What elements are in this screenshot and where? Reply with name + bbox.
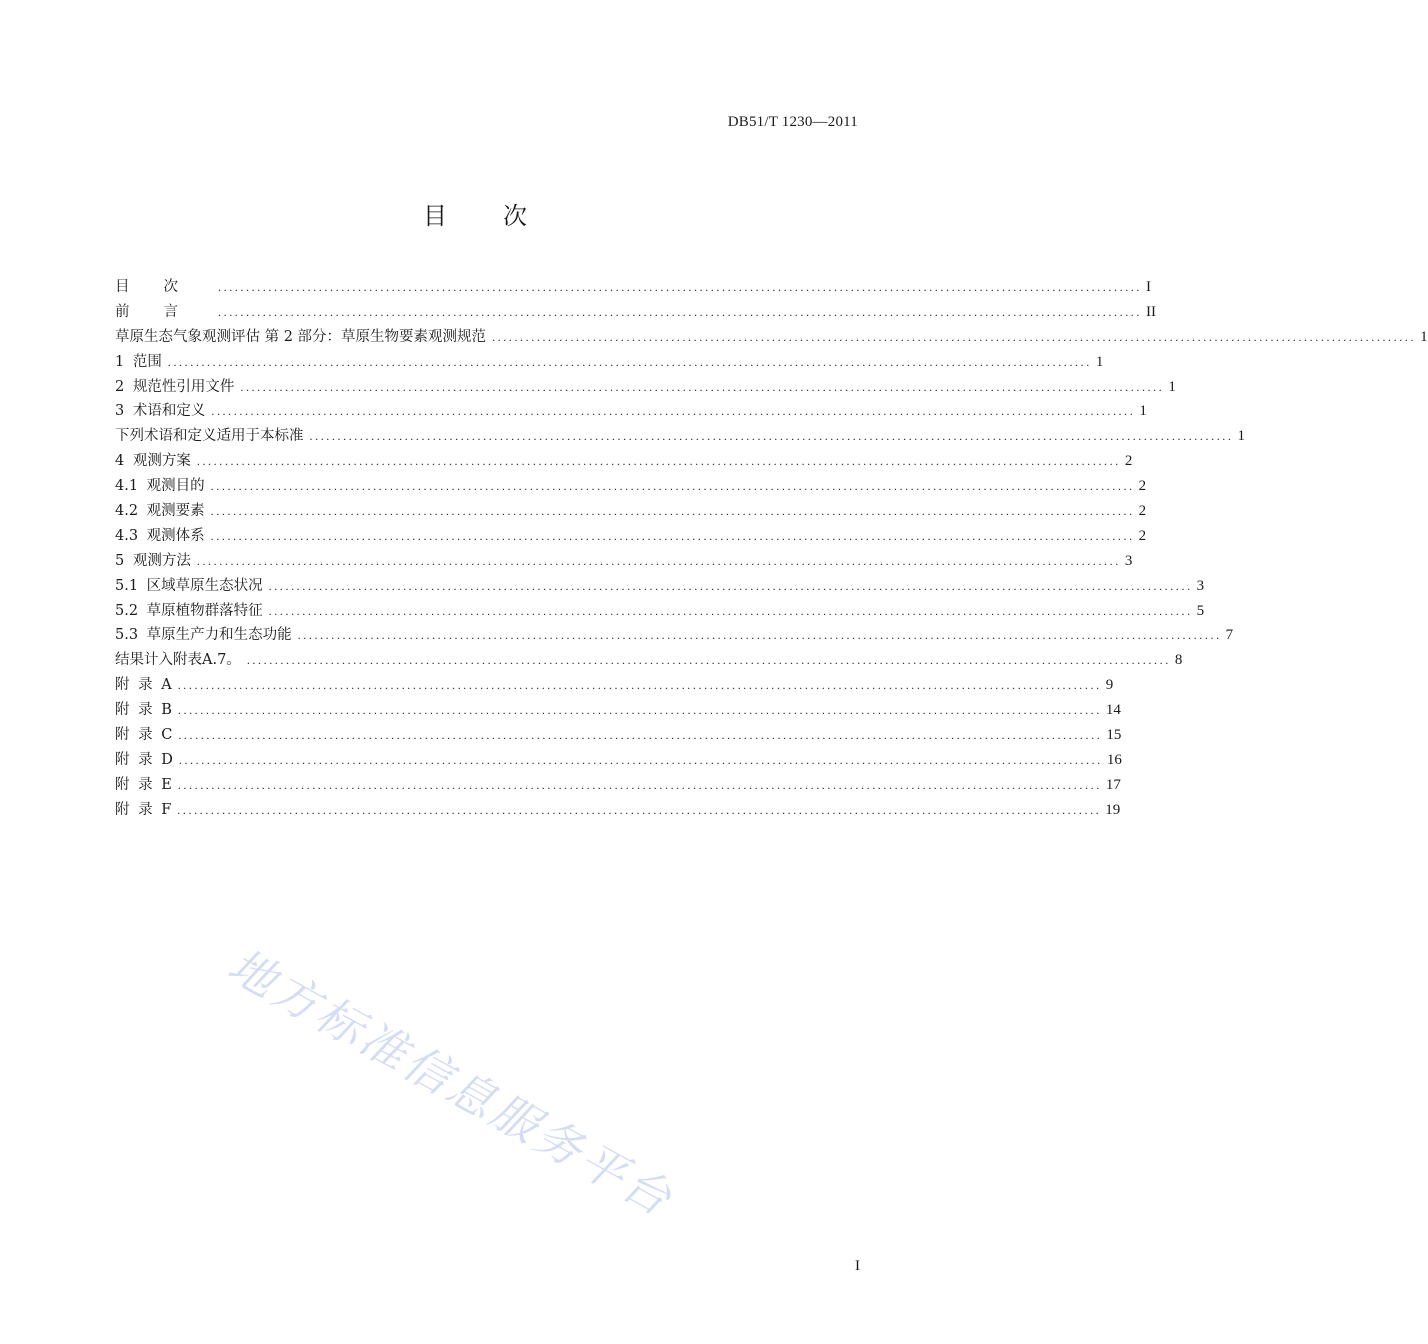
toc-entry-appendix-f[interactable] (115, 798, 1121, 823)
toc-entry-page: 2 (1138, 527, 1147, 544)
toc-leader-dots: ..................................................................................................................................................................... (210, 479, 1135, 494)
toc-entry-label: 2 规范性引用文件 (115, 378, 235, 395)
toc-leader-dots: ..................................................................................................................................................................... (177, 703, 1102, 718)
toc-entry-observation-purpose[interactable] (115, 474, 1147, 499)
toc-entry-standard-title[interactable] (115, 325, 1428, 350)
toc-entry-page: 2 (1138, 503, 1147, 520)
toc-entry-label: 下列术语和定义适用于本标准 (115, 428, 304, 445)
toc-entry-observation-system[interactable] (115, 524, 1147, 549)
toc-leader-dots: ..................................................................................................................................................................... (297, 628, 1222, 643)
page-title: 目次 (423, 202, 583, 230)
toc-entry-appendix-e[interactable] (115, 773, 1121, 798)
toc-leader-dots: ..................................................................................................................................................................... (211, 404, 1136, 419)
toc-entry-label: 4.2 观测要素 (115, 503, 205, 520)
toc-entry-appendix-a[interactable] (115, 673, 1114, 698)
toc-entry-page: 1 (1139, 403, 1147, 420)
toc-entry-terms-apply[interactable] (115, 424, 1245, 449)
toc-entry-label: 附 录 F (115, 801, 172, 818)
toc-entry-contents[interactable] (115, 275, 1151, 300)
toc-entry-page: 17 (1105, 776, 1121, 793)
toc-entry-page: 8 (1174, 652, 1183, 669)
toc-entry-label: 前言 (115, 303, 212, 320)
toc-leader-dots: ..................................................................................................................................................................... (218, 280, 1142, 294)
toc-entry-label: 5.2 草原植物群落特征 (115, 602, 263, 619)
toc-entry-page: 7 (1225, 627, 1234, 644)
toc-entry-label: 5 观测方法 (115, 552, 191, 569)
toc-leader-dots: ..................................................................................................................................................................... (178, 752, 1103, 767)
toc-entry-scope[interactable] (115, 350, 1104, 375)
toc-entry-label: 4 观测方案 (115, 453, 191, 470)
toc-entry-label: 3 术语和定义 (115, 403, 206, 420)
toc-leader-dots: ..................................................................................................................................................................... (196, 454, 1121, 469)
toc-entry-community-features[interactable] (115, 599, 1205, 624)
toc-entry-appendix-b[interactable] (115, 698, 1121, 723)
toc-leader-dots: ..................................................................................................................................................................... (240, 379, 1165, 394)
toc-entry-normative-references[interactable] (115, 375, 1176, 400)
toc-leader-dots: ..................................................................................................................................................................... (218, 304, 1142, 319)
toc-entry-page: II (1146, 303, 1156, 320)
toc-entry-regional-status[interactable] (115, 574, 1205, 599)
toc-entry-label: 5.3 草原生产力和生态功能 (115, 627, 292, 644)
toc-entry-label: 4.3 观测体系 (115, 527, 205, 544)
toc-entry-label: 结果计入附表A.7。 (115, 652, 241, 669)
toc-entry-label: 1 范围 (115, 353, 162, 370)
toc-entry-observation-methods[interactable] (115, 549, 1133, 574)
toc-entry-label: 附 录 A (115, 677, 172, 694)
page-number: I (855, 1258, 860, 1274)
toc-entry-label: 附 录 B (115, 702, 172, 719)
toc-leader-dots: ..................................................................................................................................................................... (268, 603, 1193, 618)
toc-leader-dots: ..................................................................................................................................................................... (246, 653, 1171, 668)
toc-entry-results-table[interactable] (115, 648, 1183, 673)
toc-leader-dots: ..................................................................................................................................................................... (177, 678, 1102, 693)
toc-entry-label: 附 录 C (115, 727, 173, 744)
toc-leader-dots: ..................................................................................................................................................................... (167, 354, 1092, 369)
toc-leader-dots: ..................................................................................................................................................................... (309, 429, 1234, 444)
toc-entry-page: 2 (1124, 453, 1133, 470)
toc-entry-appendix-d[interactable] (115, 748, 1122, 773)
table-of-contents (115, 275, 1428, 823)
toc-entry-page: 1 (1168, 378, 1176, 395)
toc-entry-page: 9 (1105, 677, 1114, 694)
toc-entry-label: 附 录 E (115, 776, 172, 793)
toc-leader-dots: ..................................................................................................................................................................... (492, 329, 1417, 344)
toc-entry-label: 4.1 观测目的 (115, 478, 205, 495)
toc-entry-label: 5.1 区域草原生态状况 (115, 577, 263, 594)
toc-leader-dots: ..................................................................................................................................................................... (196, 553, 1121, 568)
toc-leader-dots: ..................................................................................................................................................................... (178, 728, 1103, 743)
toc-entry-page: 19 (1105, 801, 1121, 818)
toc-entry-label: 草原生态气象观测评估 第 2 部分：草原生物要素观测规范 (115, 328, 487, 345)
toc-entry-page: I (1146, 279, 1151, 295)
toc-entry-page: 1 (1095, 353, 1104, 370)
toc-leader-dots: ..................................................................................................................................................................... (210, 504, 1135, 519)
toc-entry-observation-plan[interactable] (115, 449, 1133, 474)
toc-entry-page: 1 (1420, 328, 1428, 345)
toc-entry-terms[interactable] (115, 399, 1147, 424)
toc-entry-page: 14 (1105, 702, 1121, 719)
toc-entry-page: 5 (1196, 602, 1205, 619)
toc-entry-page: 15 (1106, 727, 1122, 744)
document-code: DB51/T 1230—2011 (727, 114, 858, 130)
toc-leader-dots: ..................................................................................................................................................................... (210, 528, 1135, 543)
toc-entry-page: 2 (1138, 478, 1147, 495)
toc-entry-appendix-c[interactable] (115, 723, 1122, 748)
toc-entry-label: 目次 (115, 279, 212, 295)
toc-leader-dots: ..................................................................................................................................................................... (268, 578, 1193, 593)
toc-entry-page: 16 (1106, 751, 1122, 768)
toc-entry-page: 1 (1237, 428, 1245, 445)
watermark: 地方标准信息服务平台 (219, 937, 683, 1228)
toc-entry-foreword[interactable] (115, 300, 1156, 325)
toc-entry-page: 3 (1124, 552, 1133, 569)
toc-entry-label: 附 录 D (115, 751, 173, 768)
toc-entry-productivity[interactable] (115, 623, 1234, 648)
toc-entry-observation-elements[interactable] (115, 499, 1147, 524)
toc-entry-page: 3 (1196, 577, 1205, 594)
toc-leader-dots: ..................................................................................................................................................................... (177, 802, 1102, 817)
toc-leader-dots: ..................................................................................................................................................................... (177, 777, 1102, 792)
